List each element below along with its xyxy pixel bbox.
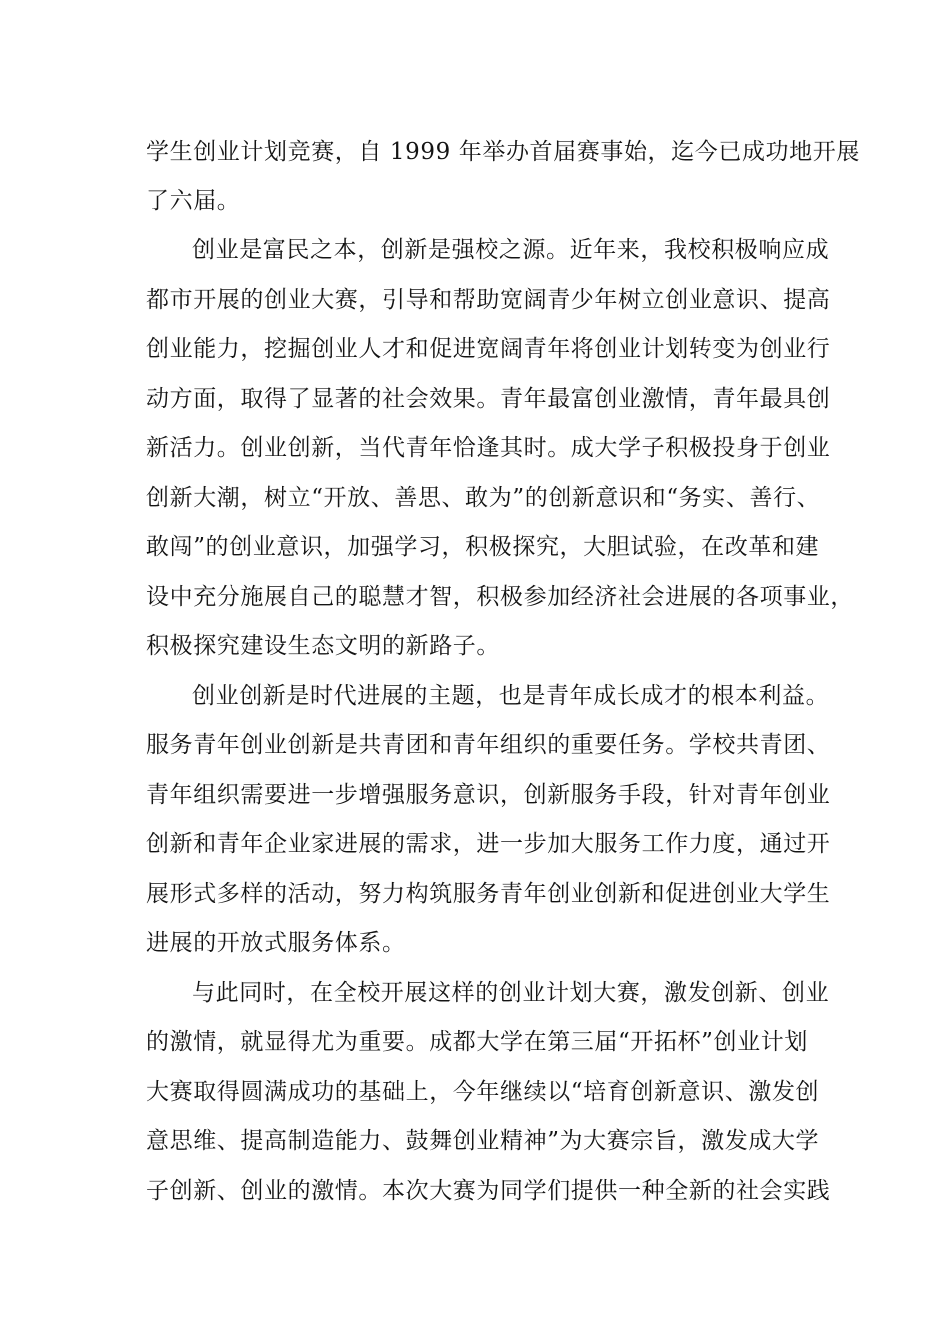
text-line: 进展的开放式服务体系。: [146, 930, 406, 956]
text-line: 了六届。: [146, 188, 241, 214]
text-line: 创新和青年企业家进展的需求，进一步加大服务工作力度，通过开: [146, 831, 831, 857]
text-line: 服务青年创业创新是共青团和青年组织的重要任务。学校共青团、: [146, 732, 831, 758]
text-line: 动方面，取得了显著的社会效果。青年最富创业激情，青年最具创: [146, 386, 831, 412]
paragraph-first-line: 创业是富民之本，创新是强校之源。近年来，我校积极响应成: [192, 237, 830, 263]
text-line: 积极探究建设生态文明的新路子。: [146, 633, 500, 659]
text-line: 意思维、提高制造能力、鼓舞创业精神”为大赛宗旨，激发成大学: [146, 1128, 820, 1154]
text-line: 创业能力，挖掘创业人才和促进宽阔青年将创业计划转变为创业行: [146, 336, 831, 362]
text-line: 青年组织需要进一步增强服务意识，创新服务手段，针对青年创业: [146, 782, 831, 808]
text-line: 都市开展的创业大赛，引导和帮助宽阔青少年树立创业意识、提高: [146, 287, 831, 313]
text-line: 敢闯”的创业意识，加强学习，积极探究，大胆试验，在改革和建: [146, 534, 820, 560]
text-line: 学生创业计划竞赛，自 1999 年举办首届赛事始，迄今已成功地开展: [146, 139, 860, 165]
text-line: 设中充分施展自己的聪慧才智，积极参加经济社会进展的各项事业，: [146, 584, 854, 610]
paragraph-first-line: 创业创新是时代进展的主题，也是青年成长成才的根本利益。: [192, 683, 830, 709]
text-line: 大赛取得圆满成功的基础上，今年继续以“培育创新意识、激发创: [146, 1079, 820, 1105]
text-line: 新活力。创业创新，当代青年恰逢其时。成大学子积极投身于创业: [146, 435, 831, 461]
text-line: 的激情，就显得尤为重要。成都大学在第三届“开拓杯”创业计划: [146, 1029, 808, 1055]
paragraph-first-line: 与此同时，在全校开展这样的创业计划大赛，激发创新、创业: [192, 980, 830, 1006]
text-line: 子创新、创业的激情。本次大赛为同学们提供一种全新的社会实践: [146, 1178, 831, 1204]
text-line: 创新大潮，树立“开放、善思、敢为”的创新意识和“务实、善行、: [146, 485, 821, 511]
text-line: 展形式多样的活动，努力构筑服务青年创业创新和促进创业大学生: [146, 881, 831, 907]
